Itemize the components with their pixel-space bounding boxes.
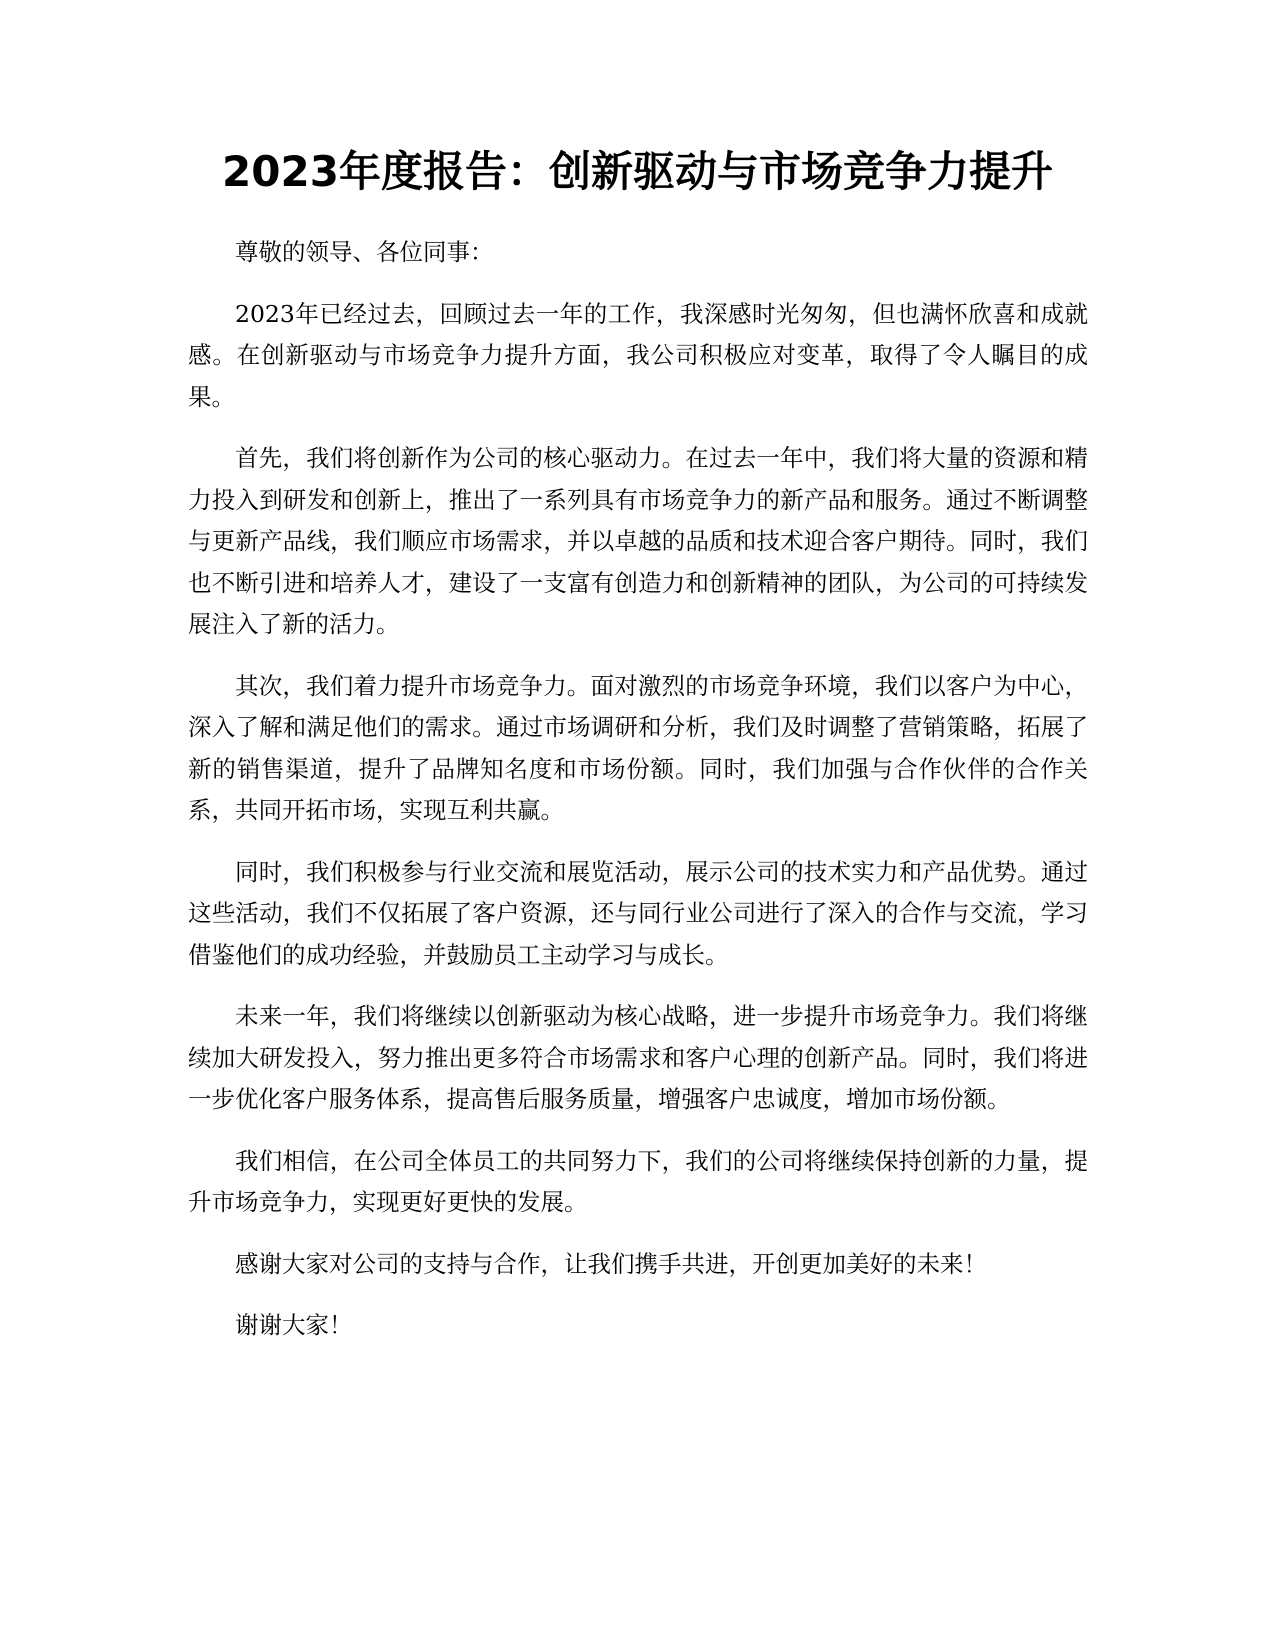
document-title: 2023年度报告：创新驱动与市场竞争力提升	[222, 147, 1053, 196]
thanks-paragraph: 感谢大家对公司的支持与合作，让我们携手共进，开创更加美好的未来！	[235, 1249, 987, 1278]
competitiveness-paragraph: 其次，我们着力提升市场竞争力。面对激烈的市场竞争环境，我们以客户为中心，深入了解和满足他们的需求。通过市场调研和分析，我们及时调整了营销策略，拓展了新的销售渠道，提升了品牌知名度和市场份额。同时，我们加强与合作伙伴的合作关系，共同开拓市场，实现互利共赢。	[188, 671, 1088, 824]
innovation-paragraph: 首先，我们将创新作为公司的核心驱动力。在过去一年中，我们将大量的资源和精力投入到研发和创新上，推出了一系列具有市场竞争力的新产品和服务。通过不断调整与更新产品线，我们顺应市场需求，并以卓越的品质和技术迎合客户期待。同时，我们也不断引进和培养人才，建设了一支富有创造力和创新精神的团队，为公司的可持续发展注入了新的活力。	[188, 444, 1088, 638]
document-body	[188, 232, 1088, 1367]
industry-exchange-paragraph: 同时，我们积极参与行业交流和展览活动，展示公司的技术实力和产品优势。通过这些活动，我们不仅拓展了客户资源，还与同行业公司进行了深入的合作与交流，学习借鉴他们的成功经验，并鼓励员工主动学习与成长。	[188, 857, 1088, 969]
intro-paragraph: 2023年已经过去，回顾过去一年的工作，我深感时光匆匆，但也满怀欣喜和成就感。在创新驱动与市场竞争力提升方面，我公司积极应对变革，取得了令人瞩目的成果。	[188, 299, 1088, 411]
belief-paragraph: 我们相信，在公司全体员工的共同努力下，我们的公司将继续保持创新的力量，提升市场竞争力，实现更好更快的发展。	[188, 1146, 1088, 1216]
closing-paragraph: 谢谢大家！	[235, 1311, 353, 1339]
salutation-paragraph: 尊敬的领导、各位同事：	[235, 238, 494, 266]
outlook-paragraph: 未来一年，我们将继续以创新驱动为核心战略，进一步提升市场竞争力。我们将继续加大研发投入，努力推出更多符合市场需求和客户心理的创新产品。同时，我们将进一步优化客户服务体系，提高售后服务质量，增强客户忠诚度，增加市场份额。	[188, 1002, 1088, 1113]
